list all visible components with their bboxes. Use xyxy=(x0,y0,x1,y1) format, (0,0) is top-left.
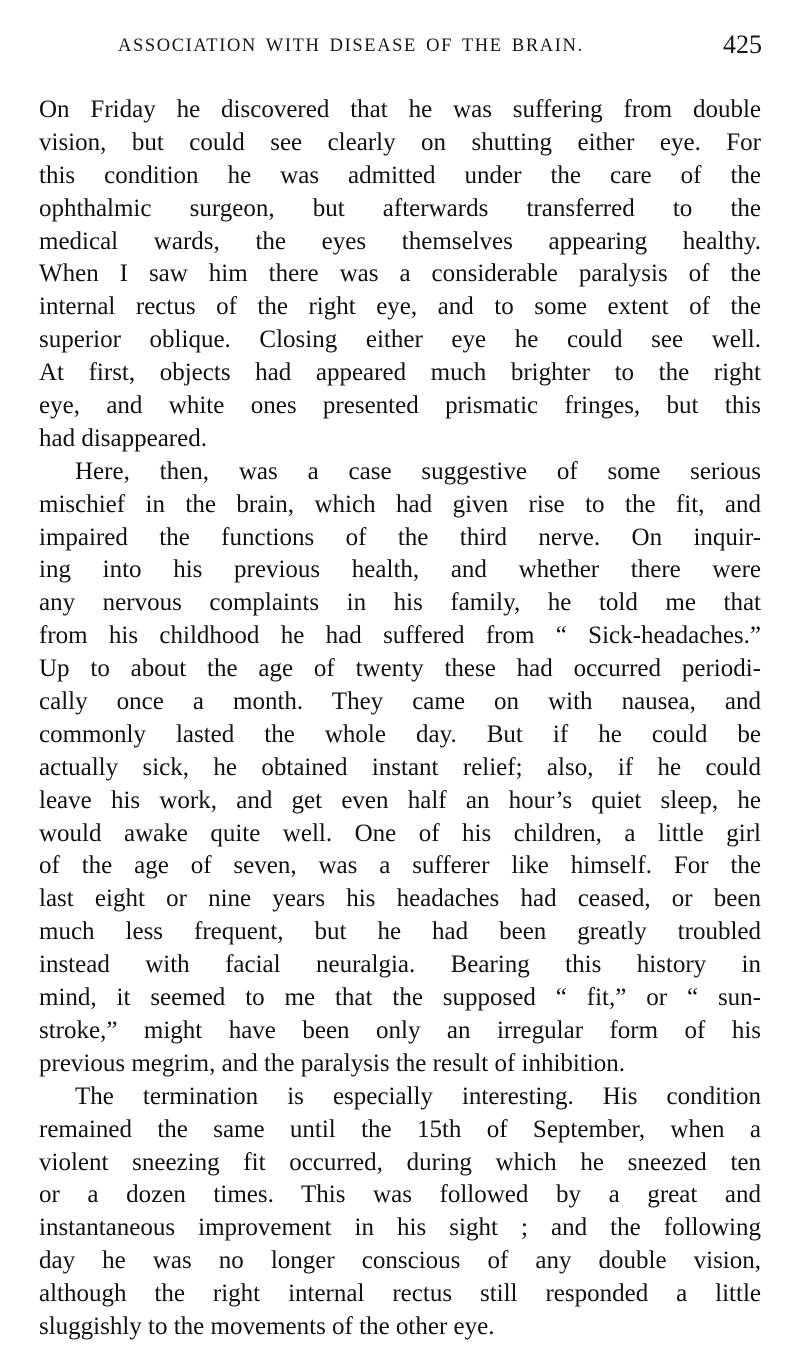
paragraph xyxy=(39,456,761,1081)
text-line: leave his work, and get even half an hour’s quiet sleep, he xyxy=(39,786,761,814)
text-line: remained the same until the 15th of September, when a xyxy=(39,1115,761,1143)
text-line: stroke,” might have been only an irregular form of his xyxy=(39,1016,761,1044)
text-line: last eight or nine years his headaches had ceased, or been xyxy=(39,885,761,913)
text-line: superior oblique. Closing either eye he could see well. xyxy=(39,326,761,354)
text-line: previous megrim, and the paralysis the result of inhibition. xyxy=(39,1049,625,1077)
text-line: mischief in the brain, which had given rise to the fit, and xyxy=(39,490,761,518)
text-line: At first, objects had appeared much brighter to the right xyxy=(39,359,761,387)
text-line: this condition he was admitted under the care of the xyxy=(39,161,761,189)
text-line: had disappeared. xyxy=(39,424,207,452)
text-line: day he was no longer conscious of any double vision, xyxy=(39,1247,761,1275)
text-line: instantaneous improvement in his sight ; and the following xyxy=(39,1214,761,1242)
text-line: When I saw him there was a considerable paralysis of the xyxy=(39,260,761,288)
running-head: ASSOCIATION WITH DISEASE OF THE BRAIN. xyxy=(118,36,584,56)
text-line: ophthalmic surgeon, but afterwards transferred to the xyxy=(39,194,761,222)
text-line: although the right internal rectus still responded a little xyxy=(39,1280,761,1308)
text-line: impaired the functions of the third nerve. On inquir- xyxy=(39,523,761,551)
text-line: internal rectus of the right eye, and to some extent of the xyxy=(39,293,761,321)
text-line: cally once a month. They came on with nausea, and xyxy=(39,688,761,716)
text-line: any nervous complaints in his family, he told me that xyxy=(39,589,761,617)
body-text xyxy=(39,94,761,1344)
text-line: of the age of seven, was a sufferer like himself. For the xyxy=(39,852,761,880)
text-line: from his childhood he had suffered from “ Sick-headaches.” xyxy=(39,622,761,650)
paragraph xyxy=(39,94,761,456)
text-line: instead with facial neuralgia. Bearing this history in xyxy=(39,951,761,979)
text-line: The termination is especially interesting. His condition xyxy=(75,1082,761,1110)
text-line: much less frequent, but he had been greatly troubled xyxy=(39,918,761,946)
text-line: or a dozen times. This was followed by a great and xyxy=(39,1181,761,1209)
text-line: commonly lasted the whole day. But if he could be xyxy=(39,720,761,748)
text-line: medical wards, the eyes themselves appearing healthy. xyxy=(39,227,761,255)
paragraph xyxy=(39,1081,761,1344)
text-line: sluggishly to the movements of the other eye. xyxy=(39,1312,495,1340)
text-line: vision, but could see clearly on shutting either eye. For xyxy=(39,128,761,156)
text-line: mind, it seemed to me that the supposed “ fit,” or “ sun- xyxy=(39,984,761,1012)
text-line: Up to about the age of twenty these had occurred periodi- xyxy=(39,655,761,683)
text-line: would awake quite well. One of his children, a little girl xyxy=(39,819,761,847)
text-line: actually sick, he obtained instant relief; also, if he could xyxy=(39,753,761,781)
text-line: eye, and white ones presented prismatic fringes, but this xyxy=(39,392,761,420)
page-number: 425 xyxy=(723,30,762,59)
text-line: ing into his previous health, and whether there were xyxy=(39,556,761,584)
page-header xyxy=(40,30,762,70)
text-line: violent sneezing fit occurred, during which he sneezed ten xyxy=(39,1148,761,1176)
text-line: On Friday he discovered that he was suffering from double xyxy=(39,96,761,123)
text-line: Here, then, was a case suggestive of some serious xyxy=(75,457,761,485)
